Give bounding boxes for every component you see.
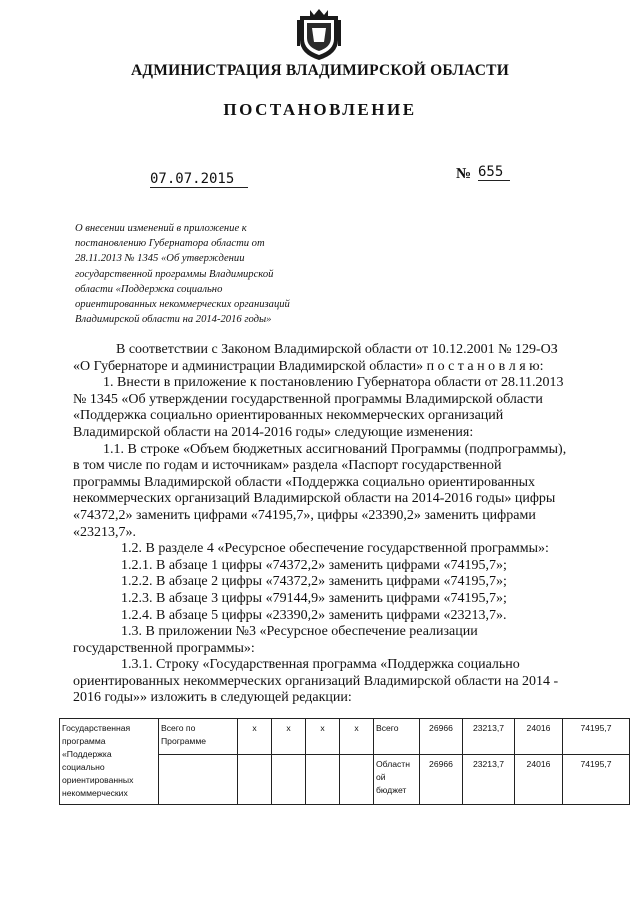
- document-date: 07.07.2015: [150, 171, 248, 188]
- document-subject: [75, 221, 375, 327]
- body-line: 1.2.1. В абзаце 1 цифры «74372,2» заменить цифрами «74195,7»;: [121, 557, 507, 573]
- body-line: 1.3.1. Строку «Государственная программа «Поддержка социально: [121, 657, 520, 673]
- body-line: 1.2.4. В абзаце 5 цифры «23390,2» заменить цифрами «23213,7».: [121, 607, 507, 623]
- body-line: в том числе по годам и источникам» раздела «Паспорт государственной: [73, 458, 502, 474]
- body-line: 2016 годы»» изложить в следующей редакции:: [73, 690, 352, 706]
- document-number-label: №: [456, 166, 472, 182]
- table-row: [60, 719, 630, 755]
- table-cell: x: [272, 719, 306, 755]
- body-line: 1.2.2. В абзаце 2 цифры «74372,2» заменить цифрами «74195,7»;: [121, 574, 507, 590]
- resource-table: [59, 718, 630, 805]
- table-cell: 26966: [420, 755, 463, 805]
- subject-line: области «Поддержка социально: [75, 283, 223, 295]
- subject-line: Владимирской области на 2014-2016 годы»: [75, 314, 272, 326]
- body-line: Владимирской области на 2014-2016 годы» следующие изменения:: [73, 424, 474, 440]
- table-cell: 74195,7: [563, 719, 630, 755]
- table-cell: [238, 755, 272, 805]
- subject-line: 28.11.2013 № 1345 «Об утверждении: [75, 253, 245, 265]
- source-cell: Всего: [374, 719, 420, 755]
- subject-line: О внесении изменений в приложение к: [75, 223, 247, 234]
- table-cell: [272, 755, 306, 805]
- body-line: некоммерческих организаций Владимирской области на 2014-2016 годы» цифры: [73, 491, 556, 507]
- body-line: 1.3. В приложении №3 «Ресурсное обеспечение реализации: [121, 624, 478, 640]
- body-line: «О Губернаторе и администрации Владимирской области» п о с т а н о в л я ю:: [73, 358, 544, 374]
- document-number: 655: [478, 164, 510, 181]
- body-line: ориентированных некоммерческих организаций Владимирской области на 2014 -: [73, 673, 559, 689]
- organization-title: АДМИНИСТРАЦИЯ ВЛАДИМИРСКОЙ ОБЛАСТИ: [131, 62, 509, 79]
- body-line: «Поддержка социально ориентированных некоммерческих организаций: [73, 408, 504, 424]
- table-cell: x: [238, 719, 272, 755]
- body-line: № 1345 «Об утверждении государственной программы Владимирской области: [73, 391, 543, 407]
- table-cell: 26966: [420, 719, 463, 755]
- document-type: ПОСТАНОВЛЕНИЕ: [223, 100, 417, 119]
- table-cell: [340, 755, 374, 805]
- subject-line: постановлению Губернатора области от: [75, 238, 265, 250]
- document-body: [73, 342, 615, 707]
- body-line: В соответствии с Законом Владимирской области от 10.12.2001 № 129-ОЗ: [116, 342, 558, 357]
- table-cell: 23213,7: [463, 719, 515, 755]
- body-line: программы Владимирской области «Поддержка социально ориентированных: [73, 474, 536, 490]
- table-cell: x: [306, 719, 340, 755]
- table-cell: [306, 755, 340, 805]
- coat-of-arms-icon: [294, 6, 344, 62]
- subject-line: государственной программы Владимирской: [75, 268, 274, 280]
- body-line: «23213,7».: [73, 524, 136, 540]
- table-cell: 24016: [515, 719, 563, 755]
- table-cell: 24016: [515, 755, 563, 805]
- table-cell: [159, 755, 238, 805]
- table-cell: 74195,7: [563, 755, 630, 805]
- table-cell: x: [340, 719, 374, 755]
- subject-line: ориентированных некоммерческих организаций: [75, 299, 290, 311]
- body-line: государственной программы»:: [73, 640, 255, 656]
- body-line: 1. Внести в приложение к постановлению Губернатора области от 28.11.2013: [103, 375, 564, 391]
- body-line: 1.2. В разделе 4 «Ресурсное обеспечение государственной программы»:: [121, 541, 549, 557]
- body-line: 1.1. В строке «Объем бюджетных ассигнований Программы (подпрограммы),: [103, 441, 567, 457]
- table-cell: 23213,7: [463, 755, 515, 805]
- source-cell: Областн ой бюджет: [374, 755, 420, 805]
- body-line: 1.2.3. В абзаце 3 цифры «79144,9» заменить цифрами «74195,7»;: [121, 590, 507, 606]
- total-label-cell: Всего по Программе: [159, 719, 238, 755]
- body-line: «74372,2» заменить цифрами «74195,7», цифры «23390,2» заменить цифрами: [73, 507, 536, 523]
- program-name-cell: Государственная программа «Поддержка социально ориентированных некоммерческих: [60, 719, 159, 805]
